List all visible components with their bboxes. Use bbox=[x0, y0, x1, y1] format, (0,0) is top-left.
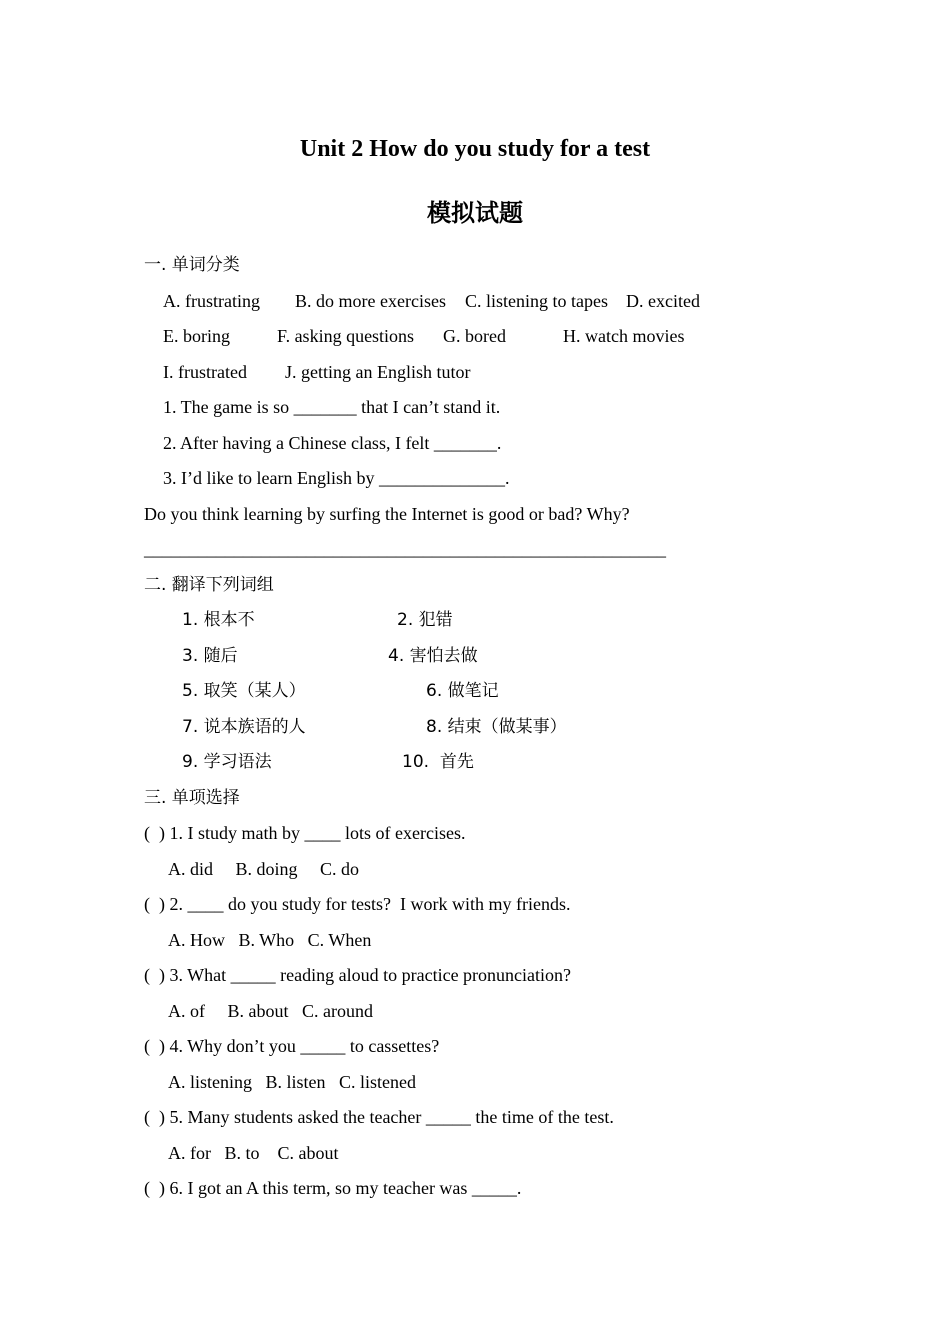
document-subtitle: 模拟试题 bbox=[427, 199, 523, 227]
open-question: Do you think learning by surfing the Internet is good or bad? Why? bbox=[144, 504, 630, 524]
phrase-item: 8. 结束（做某事） bbox=[426, 717, 567, 737]
mc-options: A. listening B. listen C. listened bbox=[168, 1072, 416, 1092]
phrase-item: 7. 说本族语的人 bbox=[182, 717, 306, 737]
mc-question: ( ) 6. I got an A this term, so my teacher was _____. bbox=[144, 1178, 522, 1198]
mc-question: ( ) 2. ____ do you study for tests? I work with my friends. bbox=[144, 894, 571, 914]
section3-heading: 三. 单项选择 bbox=[144, 788, 240, 808]
mc-question: ( ) 4. Why don’t you _____ to cassettes? bbox=[144, 1036, 440, 1056]
mc-question: ( ) 1. I study math by ____ lots of exercises. bbox=[144, 823, 466, 843]
mc-question: ( ) 5. Many students asked the teacher _____ the time of the test. bbox=[144, 1107, 614, 1127]
sentence-3: 3. I’d like to learn English by ______________. bbox=[163, 468, 510, 488]
mc-options: A. How B. Who C. When bbox=[168, 930, 372, 950]
sentence-1: 1. The game is so _______ that I can’t stand it. bbox=[163, 397, 501, 417]
phrase-item: 9. 学习语法 bbox=[182, 752, 272, 772]
option-g: G. bored bbox=[443, 326, 506, 346]
option-c: C. listening to tapes bbox=[465, 291, 608, 311]
phrase-item: 3. 随后 bbox=[182, 646, 238, 666]
option-d: D. excited bbox=[626, 291, 700, 311]
option-f: F. asking questions bbox=[277, 326, 415, 346]
mc-question: ( ) 3. What _____ reading aloud to practice pronunciation? bbox=[144, 965, 572, 985]
phrase-item: 2. 犯错 bbox=[397, 610, 453, 630]
option-a: A. frustrating bbox=[163, 291, 260, 311]
phrase-item: 1. 根本不 bbox=[182, 610, 255, 630]
phrase-item: 5. 取笑（某人） bbox=[182, 681, 306, 701]
option-e: E. boring bbox=[163, 326, 230, 346]
phrase-item: 6. 做笔记 bbox=[426, 681, 499, 701]
sentence-2: 2. After having a Chinese class, I felt _______. bbox=[163, 433, 502, 453]
mc-options: A. of B. about C. around bbox=[168, 1001, 373, 1021]
section2-heading: 二. 翻译下列词组 bbox=[144, 575, 274, 595]
answer-line: __________________________________________________________ bbox=[144, 539, 666, 559]
option-h: H. watch movies bbox=[563, 326, 685, 346]
mc-options: A. did B. doing C. do bbox=[168, 859, 360, 879]
phrase-item: 4. 害怕去做 bbox=[388, 646, 478, 666]
section1-heading: 一. 单词分类 bbox=[144, 255, 240, 275]
option-b: B. do more exercises bbox=[295, 291, 446, 311]
document-title: Unit 2 How do you study for a test bbox=[299, 136, 651, 162]
phrase-item: 10. 首先 bbox=[402, 752, 474, 772]
mc-options: A. for B. to C. about bbox=[168, 1143, 339, 1163]
option-j: J. getting an English tutor bbox=[285, 362, 471, 382]
option-i: I. frustrated bbox=[163, 362, 247, 382]
